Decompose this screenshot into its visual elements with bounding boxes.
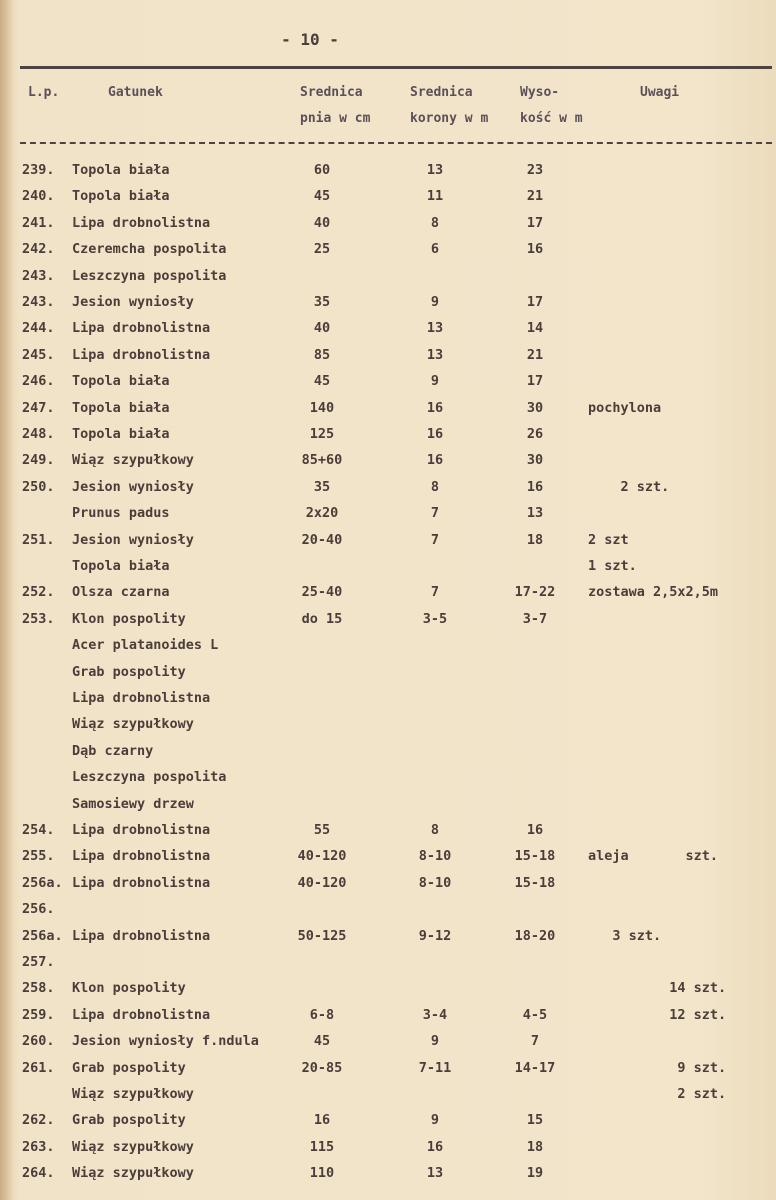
crown-diameter: 9-12 (418, 927, 452, 944)
row-number: 245. (22, 346, 55, 363)
tree-height: 16 (526, 478, 544, 495)
tree-height: 17 (526, 214, 544, 231)
trunk-diameter: 85+60 (301, 452, 343, 469)
row-number: 263. (22, 1138, 55, 1155)
row-number: 255. (22, 848, 55, 865)
species-name: Czeremcha pospolita (72, 241, 227, 258)
tree-height: 18 (526, 1138, 544, 1155)
row-number: 241. (22, 214, 55, 231)
crown-diameter: 7 (430, 531, 440, 548)
tree-height: 19 (526, 1165, 544, 1182)
species-name: Topola biała (72, 188, 170, 205)
species-name: Samosiewy drzew (72, 795, 194, 812)
table-row (0, 794, 776, 820)
row-number: 250. (22, 478, 55, 495)
tree-height: 13 (526, 505, 544, 522)
species-name: Leszczyna pospolita (72, 267, 227, 284)
species-name: Dąb czarny (72, 742, 154, 759)
table-row (0, 239, 776, 265)
table-row (0, 820, 776, 846)
tree-height: 14 (526, 320, 544, 337)
species-name: Lipa drobnolistna (72, 848, 211, 865)
row-number: 258. (22, 980, 55, 997)
crown-diameter: 7 (430, 584, 440, 601)
page-number: - 10 - (281, 30, 339, 49)
crown-diameter: 6 (430, 241, 440, 258)
tree-height: 30 (526, 452, 544, 469)
remarks: 3 szt. (588, 927, 662, 944)
row-number: 243. (22, 267, 55, 284)
species-name: Jesion wyniosły (72, 478, 194, 495)
remarks: 14 szt. (588, 980, 727, 997)
tree-height: 15-18 (514, 874, 556, 891)
row-number: 252. (22, 584, 55, 601)
table-row (0, 846, 776, 872)
row-number: 243. (22, 294, 55, 310)
trunk-diameter: 50-125 (297, 927, 347, 944)
species-name: Klon pospolity (72, 610, 186, 627)
species-name: Topola biała (72, 162, 170, 178)
table-row (0, 1005, 776, 1031)
crown-diameter: 16 (426, 399, 444, 416)
table-row (0, 450, 776, 476)
header-top-rule (20, 66, 772, 69)
tree-height: 26 (526, 426, 544, 442)
header-crown-diameter-1: Srednica (410, 85, 473, 100)
trunk-diameter: do 15 (301, 610, 343, 627)
crown-diameter: 3-4 (422, 1006, 448, 1023)
row-number: 239. (22, 162, 55, 178)
species-name: Wiąz szypułkowy (72, 452, 194, 469)
table-row (0, 398, 776, 424)
row-number: 256a. (22, 874, 63, 891)
trunk-diameter: 45 (313, 1033, 331, 1050)
header-height-2: kość w m (520, 111, 583, 126)
species-name: Prunus padus (72, 505, 170, 522)
species-name: Leszczyna pospolita (72, 769, 227, 786)
crown-diameter: 8-10 (418, 874, 452, 891)
table-row (0, 292, 776, 318)
crown-diameter: 13 (426, 1165, 444, 1182)
tree-height: 23 (526, 162, 544, 178)
crown-diameter: 7 (430, 505, 440, 522)
trunk-diameter: 16 (313, 1112, 331, 1129)
header-height-1: Wyso- (520, 85, 560, 100)
table-row (0, 186, 776, 212)
header-trunk-diameter-2: pnia w cm (300, 111, 371, 126)
table-row (0, 345, 776, 371)
remarks: zostawa 2,5x2,5m (588, 584, 719, 601)
table-row (0, 213, 776, 239)
table-row (0, 1058, 776, 1084)
tree-height: 7 (530, 1033, 540, 1050)
species-name: Wiąz szypułkowy (72, 716, 194, 733)
row-number: 248. (22, 426, 55, 442)
species-name: Topola biała (72, 426, 170, 442)
row-number: 262. (22, 1112, 55, 1129)
species-name: Lipa drobnolistna (72, 214, 211, 231)
header-species: Gatunek (108, 85, 163, 100)
crown-diameter: 13 (426, 162, 444, 178)
table-row (0, 741, 776, 767)
table-row (0, 371, 776, 397)
species-name: Topola biała (72, 558, 170, 574)
trunk-diameter: 35 (313, 478, 331, 495)
trunk-diameter: 20-40 (301, 531, 343, 548)
table-row (0, 530, 776, 556)
tree-height: 3-7 (522, 610, 548, 627)
remarks: 12 szt. (588, 1006, 727, 1023)
row-number: 242. (22, 241, 55, 258)
row-number: 254. (22, 822, 55, 838)
species-name: Klon pospolity (72, 980, 186, 997)
tree-height: 15-18 (514, 848, 556, 865)
crown-diameter: 13 (426, 346, 444, 363)
species-name: Wiąz szypułkowy (72, 1165, 194, 1182)
remarks: 1 szt. (588, 558, 637, 574)
table-row (0, 952, 776, 978)
table-row (0, 899, 776, 925)
table-row (0, 424, 776, 450)
table-row (0, 873, 776, 899)
remarks: 2 szt. (588, 1086, 727, 1102)
header-remarks: Uwagi (640, 85, 680, 100)
tree-height: 18-20 (514, 927, 556, 944)
crown-diameter: 7-11 (418, 1059, 452, 1076)
tree-height: 16 (526, 822, 544, 838)
remarks: pochylona (588, 399, 662, 416)
tree-height: 16 (526, 241, 544, 258)
table-row (0, 688, 776, 714)
table-row (0, 767, 776, 793)
tree-height: 15 (526, 1112, 544, 1129)
table-row (0, 503, 776, 529)
row-number: 251. (22, 531, 55, 548)
trunk-diameter: 35 (313, 294, 331, 310)
table-row (0, 160, 776, 186)
row-number: 257. (22, 954, 55, 970)
species-name: Jesion wyniosły (72, 294, 194, 310)
tree-height: 17 (526, 373, 544, 390)
row-number: 244. (22, 320, 55, 337)
tree-height: 18 (526, 531, 544, 548)
header-crown-diameter-2: korony w m (410, 111, 489, 126)
row-number: 256. (22, 901, 55, 918)
trunk-diameter: 125 (309, 426, 335, 442)
table-row (0, 635, 776, 661)
species-name: Wiąz szypułkowy (72, 1138, 194, 1155)
row-number: 249. (22, 452, 55, 469)
row-number: 256a. (22, 927, 63, 944)
header-bottom-rule (20, 142, 772, 144)
trunk-diameter: 25-40 (301, 584, 343, 601)
table-row (0, 1110, 776, 1136)
crown-diameter: 8-10 (418, 848, 452, 865)
header-trunk-diameter-1: Srednica (300, 85, 363, 100)
table-row (0, 609, 776, 635)
crown-diameter: 11 (426, 188, 444, 205)
header-lp: L.p. (28, 85, 60, 100)
species-name: Lipa drobnolistna (72, 927, 211, 944)
table-row (0, 477, 776, 503)
crown-diameter: 8 (430, 822, 440, 838)
tree-height: 17 (526, 294, 544, 310)
remarks: 2 szt. (588, 478, 670, 495)
tree-height: 14-17 (514, 1059, 556, 1076)
table-row (0, 978, 776, 1004)
trunk-diameter: 85 (313, 346, 331, 363)
trunk-diameter: 40 (313, 214, 331, 231)
crown-diameter: 9 (430, 294, 440, 310)
remarks: 9 szt. (588, 1059, 727, 1076)
species-name: Topola biała (72, 399, 170, 416)
crown-diameter: 8 (430, 214, 440, 231)
species-name: Grab pospolity (72, 1059, 186, 1076)
trunk-diameter: 55 (313, 822, 331, 838)
species-name: Lipa drobnolistna (72, 1006, 211, 1023)
species-name: Grab pospolity (72, 663, 186, 680)
species-name: Acer platanoides L (72, 637, 219, 654)
trunk-diameter: 2x20 (305, 505, 339, 522)
table-row (0, 1084, 776, 1110)
row-number: 240. (22, 188, 55, 205)
tree-height: 4-5 (522, 1006, 548, 1023)
row-number: 261. (22, 1059, 55, 1076)
table-row (0, 1137, 776, 1163)
trunk-diameter: 20-85 (301, 1059, 343, 1076)
species-name: Topola biała (72, 373, 170, 390)
tree-height: 17-22 (514, 584, 556, 601)
crown-diameter: 9 (430, 1112, 440, 1129)
species-name: Lipa drobnolistna (72, 346, 211, 363)
trunk-diameter: 40-120 (297, 874, 347, 891)
trunk-diameter: 25 (313, 241, 331, 258)
row-number: 247. (22, 399, 55, 416)
species-name: Lipa drobnolistna (72, 822, 211, 838)
tree-height: 30 (526, 399, 544, 416)
crown-diameter: 8 (430, 478, 440, 495)
crown-diameter: 3-5 (422, 610, 448, 627)
trunk-diameter: 60 (313, 162, 331, 178)
table-row (0, 714, 776, 740)
row-number: 246. (22, 373, 55, 390)
trunk-diameter: 140 (309, 399, 335, 416)
species-name: Lipa drobnolistna (72, 874, 211, 891)
tree-height: 21 (526, 188, 544, 205)
table-row (0, 582, 776, 608)
trunk-diameter: 110 (309, 1165, 335, 1182)
trunk-diameter: 40 (313, 320, 331, 337)
crown-diameter: 9 (430, 373, 440, 390)
species-name: Grab pospolity (72, 1112, 186, 1129)
table-row (0, 662, 776, 688)
table-row (0, 318, 776, 344)
crown-diameter: 16 (426, 452, 444, 469)
table-row (0, 1163, 776, 1189)
row-number: 253. (22, 610, 55, 627)
remarks: 2 szt (588, 531, 629, 548)
table-row (0, 926, 776, 952)
species-name: Jesion wyniosły (72, 531, 194, 548)
trunk-diameter: 45 (313, 188, 331, 205)
row-number: 264. (22, 1165, 55, 1182)
table-row (0, 556, 776, 582)
crown-diameter: 13 (426, 320, 444, 337)
trunk-diameter: 115 (309, 1138, 335, 1155)
row-number: 260. (22, 1033, 55, 1050)
crown-diameter: 9 (430, 1033, 440, 1050)
row-number: 259. (22, 1006, 55, 1023)
species-name: Jesion wyniosły f.ndula (72, 1033, 259, 1050)
crown-diameter: 16 (426, 1138, 444, 1155)
table-row (0, 266, 776, 292)
species-name: Wiąz szypułkowy (72, 1086, 194, 1102)
species-name: Lipa drobnolistna (72, 690, 211, 706)
crown-diameter: 16 (426, 426, 444, 442)
trunk-diameter: 6-8 (309, 1006, 335, 1023)
trunk-diameter: 40-120 (297, 848, 347, 865)
species-name: Lipa drobnolistna (72, 320, 211, 337)
remarks: aleja szt. (588, 848, 719, 865)
trunk-diameter: 45 (313, 373, 331, 390)
tree-height: 21 (526, 346, 544, 363)
table-row (0, 1031, 776, 1057)
species-name: Olsza czarna (72, 584, 170, 601)
